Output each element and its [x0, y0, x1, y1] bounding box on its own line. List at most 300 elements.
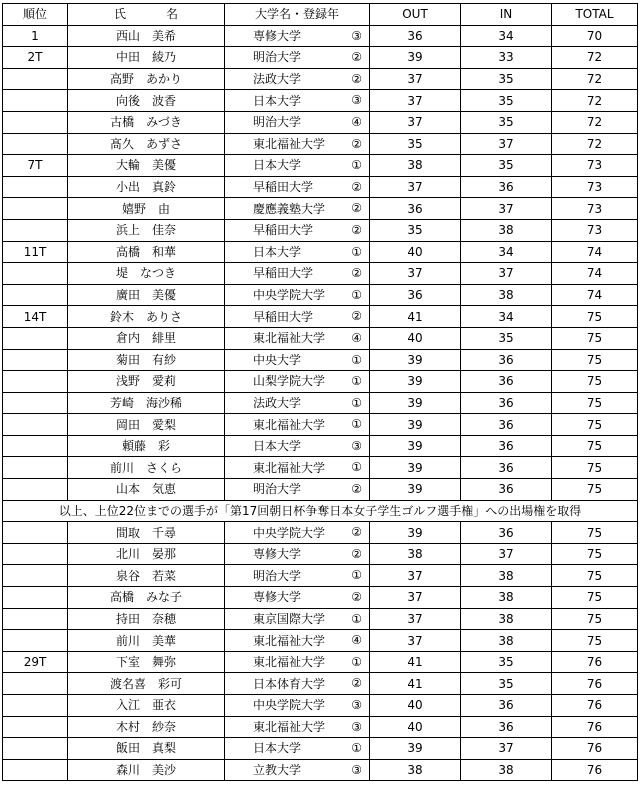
in-score: 33	[461, 47, 552, 69]
total-score: 76	[552, 651, 638, 673]
total-score: 75	[552, 543, 638, 565]
rank-cell	[3, 219, 68, 241]
table-row	[3, 327, 638, 349]
in-score: 36	[461, 695, 552, 717]
in-score: 36	[461, 349, 552, 371]
in-score: 36	[461, 392, 552, 414]
total-score: 75	[552, 522, 638, 544]
out-score: 40	[370, 327, 461, 349]
total-score: 75	[552, 371, 638, 393]
table-row	[3, 111, 638, 133]
rank-cell: 7T	[3, 155, 68, 177]
table-row	[3, 371, 638, 393]
player-name: 泉谷 若菜	[68, 565, 225, 587]
in-score: 34	[461, 25, 552, 47]
table-row	[3, 306, 638, 328]
out-score: 37	[370, 263, 461, 285]
player-name: 岡田 愛梨	[68, 414, 225, 436]
registration-year: ①	[351, 568, 362, 583]
table-row	[3, 133, 638, 155]
out-score: 39	[370, 414, 461, 436]
table-row	[3, 630, 638, 652]
university-name: 東北福祉大学	[253, 655, 326, 670]
out-score: 36	[370, 284, 461, 306]
registration-year: ③	[351, 719, 362, 734]
registration-year: ①	[351, 395, 362, 410]
university-cell	[225, 587, 370, 609]
university-name: 日本大学	[253, 244, 302, 259]
qualification-note: 以上、上位22位までの選手が「第17回朝日杯争奪日本女子学生ゴルフ選手権」への出場権を取得	[3, 500, 638, 522]
table-row	[3, 522, 638, 544]
registration-year: ②	[351, 201, 362, 216]
table-row	[3, 219, 638, 241]
registration-year: ④	[351, 330, 362, 345]
out-score: 35	[370, 133, 461, 155]
player-name: 前川 美華	[68, 630, 225, 652]
header-name	[68, 4, 225, 26]
player-name: 高橋 和華	[68, 241, 225, 263]
university-name: 日本体育大学	[253, 676, 326, 691]
total-score: 75	[552, 608, 638, 630]
university-name: 早稲田大学	[253, 266, 314, 281]
in-score: 38	[461, 565, 552, 587]
in-score: 38	[461, 587, 552, 609]
header-name-b: 名	[166, 7, 179, 22]
university-cell	[225, 241, 370, 263]
table-row	[3, 587, 638, 609]
total-score: 75	[552, 414, 638, 436]
university-name: 東北福祉大学	[253, 719, 326, 734]
university-name: 早稲田大学	[253, 223, 314, 238]
header-in: IN	[461, 4, 552, 26]
university-cell	[225, 198, 370, 220]
out-score: 37	[370, 111, 461, 133]
rank-cell	[3, 284, 68, 306]
out-score: 39	[370, 47, 461, 69]
rank-cell	[3, 90, 68, 112]
player-name: 浅野 愛莉	[68, 371, 225, 393]
out-score: 38	[370, 759, 461, 781]
in-score: 36	[461, 522, 552, 544]
out-score: 41	[370, 651, 461, 673]
university-cell	[225, 435, 370, 457]
in-score: 36	[461, 414, 552, 436]
university-cell	[225, 284, 370, 306]
table-row	[3, 738, 638, 760]
university-name: 専修大学	[253, 547, 302, 562]
university-name: 日本大学	[253, 741, 302, 756]
university-cell	[225, 349, 370, 371]
rank-cell	[3, 759, 68, 781]
in-score: 38	[461, 219, 552, 241]
in-score: 34	[461, 241, 552, 263]
table-row	[3, 241, 638, 263]
registration-year: ②	[351, 590, 362, 605]
total-score: 73	[552, 155, 638, 177]
university-cell	[225, 392, 370, 414]
in-score: 36	[461, 176, 552, 198]
university-name: 明治大学	[253, 115, 302, 130]
in-score: 35	[461, 68, 552, 90]
table-row	[3, 608, 638, 630]
in-score: 37	[461, 198, 552, 220]
registration-year: ①	[351, 741, 362, 756]
rank-cell	[3, 371, 68, 393]
total-score: 72	[552, 133, 638, 155]
registration-year: ①	[351, 158, 362, 173]
table-row	[3, 479, 638, 501]
table-row	[3, 414, 638, 436]
in-score: 35	[461, 651, 552, 673]
total-score: 76	[552, 716, 638, 738]
university-name: 中央学院大学	[253, 698, 326, 713]
university-name: 法政大学	[253, 395, 302, 410]
out-score: 40	[370, 241, 461, 263]
table-row	[3, 90, 638, 112]
out-score: 37	[370, 630, 461, 652]
university-cell	[225, 673, 370, 695]
table-row	[3, 68, 638, 90]
out-score: 38	[370, 543, 461, 565]
registration-year: ①	[351, 654, 362, 669]
table-row	[3, 565, 638, 587]
player-name: 古橋 みづき	[68, 111, 225, 133]
player-name: 浜上 佳奈	[68, 219, 225, 241]
rank-cell	[3, 565, 68, 587]
out-score: 36	[370, 198, 461, 220]
player-name: 頼藤 彩	[68, 435, 225, 457]
player-name: 間取 千尋	[68, 522, 225, 544]
registration-year: ③	[351, 93, 362, 108]
header-out: OUT	[370, 4, 461, 26]
out-score: 35	[370, 219, 461, 241]
header-rank: 順位	[3, 4, 68, 26]
player-name: 堤 なつき	[68, 263, 225, 285]
out-score: 37	[370, 565, 461, 587]
rank-cell: 1	[3, 25, 68, 47]
out-score: 40	[370, 716, 461, 738]
university-cell	[225, 695, 370, 717]
player-name: 持田 奈穂	[68, 608, 225, 630]
player-name: 高野 あかり	[68, 68, 225, 90]
university-name: 日本大学	[253, 158, 302, 173]
university-cell	[225, 371, 370, 393]
in-score: 38	[461, 630, 552, 652]
registration-year: ④	[351, 633, 362, 648]
player-name: 芳崎 海沙稀	[68, 392, 225, 414]
total-score: 73	[552, 198, 638, 220]
in-score: 38	[461, 284, 552, 306]
university-name: 日本大学	[253, 439, 302, 454]
total-score: 72	[552, 68, 638, 90]
table-row	[3, 695, 638, 717]
registration-year: ②	[351, 525, 362, 540]
player-name: 下室 舞弥	[68, 651, 225, 673]
university-name: 専修大学	[253, 28, 302, 43]
total-score: 76	[552, 759, 638, 781]
total-score: 72	[552, 47, 638, 69]
university-cell	[225, 68, 370, 90]
table-row	[3, 47, 638, 69]
registration-year: ①	[351, 352, 362, 367]
table-row	[3, 759, 638, 781]
registration-year: ②	[351, 482, 362, 497]
total-score: 76	[552, 695, 638, 717]
university-cell	[225, 219, 370, 241]
header-name-a: 氏	[113, 7, 126, 22]
results-table	[2, 3, 638, 781]
university-name: 山梨学院大学	[253, 374, 326, 389]
rank-cell: 11T	[3, 241, 68, 263]
university-cell	[225, 479, 370, 501]
registration-year: ②	[351, 136, 362, 151]
out-score: 39	[370, 738, 461, 760]
table-row	[3, 349, 638, 371]
total-score: 75	[552, 630, 638, 652]
table-row	[3, 435, 638, 457]
out-score: 39	[370, 479, 461, 501]
player-name: 嬉野 由	[68, 198, 225, 220]
total-score: 75	[552, 457, 638, 479]
rank-cell	[3, 414, 68, 436]
university-name: 法政大学	[253, 72, 302, 87]
rank-cell	[3, 738, 68, 760]
university-name: 東北福祉大学	[253, 417, 326, 432]
university-name: 早稲田大学	[253, 180, 314, 195]
out-score: 36	[370, 25, 461, 47]
university-cell	[225, 565, 370, 587]
rank-cell	[3, 349, 68, 371]
total-score: 73	[552, 219, 638, 241]
table-row	[3, 543, 638, 565]
rows-top	[3, 25, 638, 500]
total-score: 72	[552, 111, 638, 133]
university-name: 東北福祉大学	[253, 633, 326, 648]
registration-year: ①	[351, 244, 362, 259]
university-name: 明治大学	[253, 482, 302, 497]
rank-cell	[3, 695, 68, 717]
player-name: 鈴木 ありさ	[68, 306, 225, 328]
registration-year: ②	[351, 179, 362, 194]
player-name: 北川 晏那	[68, 543, 225, 565]
out-score: 37	[370, 90, 461, 112]
total-score: 75	[552, 306, 638, 328]
rank-cell	[3, 263, 68, 285]
university-name: 早稲田大学	[253, 309, 314, 324]
in-score: 38	[461, 759, 552, 781]
registration-year: ①	[351, 417, 362, 432]
table-row	[3, 263, 638, 285]
table-row	[3, 155, 638, 177]
player-name: 山本 気恵	[68, 479, 225, 501]
university-name: 中央大学	[253, 352, 302, 367]
out-score: 37	[370, 608, 461, 630]
university-cell	[225, 651, 370, 673]
rank-cell: 29T	[3, 651, 68, 673]
rows-bottom	[3, 522, 638, 781]
university-name: 立教大学	[253, 763, 302, 778]
player-name: 飯田 真梨	[68, 738, 225, 760]
total-score: 75	[552, 392, 638, 414]
university-cell	[225, 457, 370, 479]
rank-cell	[3, 198, 68, 220]
registration-year: ④	[351, 114, 362, 129]
player-name: 向後 波香	[68, 90, 225, 112]
in-score: 36	[461, 479, 552, 501]
rank-cell	[3, 479, 68, 501]
out-score: 41	[370, 673, 461, 695]
out-score: 37	[370, 176, 461, 198]
out-score: 39	[370, 522, 461, 544]
in-score: 36	[461, 371, 552, 393]
out-score: 37	[370, 587, 461, 609]
in-score: 38	[461, 608, 552, 630]
table-row	[3, 651, 638, 673]
out-score: 39	[370, 457, 461, 479]
university-cell	[225, 327, 370, 349]
university-cell	[225, 414, 370, 436]
in-score: 35	[461, 327, 552, 349]
university-cell	[225, 608, 370, 630]
registration-year: ③	[351, 762, 362, 777]
registration-year: ②	[351, 222, 362, 237]
rank-cell	[3, 392, 68, 414]
table-row	[3, 176, 638, 198]
university-cell	[225, 47, 370, 69]
registration-year: ③	[351, 28, 362, 43]
player-name: 大輪 美優	[68, 155, 225, 177]
rank-cell: 2T	[3, 47, 68, 69]
in-score: 36	[461, 435, 552, 457]
in-score: 37	[461, 738, 552, 760]
university-cell	[225, 133, 370, 155]
total-score: 76	[552, 673, 638, 695]
total-score: 73	[552, 176, 638, 198]
total-score: 70	[552, 25, 638, 47]
university-name: 慶應義塾大学	[253, 201, 326, 216]
note-row	[3, 500, 638, 522]
table-row	[3, 673, 638, 695]
player-name: 入江 亜衣	[68, 695, 225, 717]
rank-cell	[3, 133, 68, 155]
rank-cell	[3, 176, 68, 198]
total-score: 74	[552, 241, 638, 263]
registration-year: ①	[351, 374, 362, 389]
rank-cell	[3, 457, 68, 479]
university-cell	[225, 630, 370, 652]
player-name: 前川 さくら	[68, 457, 225, 479]
table-row	[3, 198, 638, 220]
registration-year: ③	[351, 698, 362, 712]
registration-year: ②	[351, 309, 362, 324]
player-name: 中田 綾乃	[68, 47, 225, 69]
out-score: 39	[370, 392, 461, 414]
rank-cell	[3, 673, 68, 695]
rank-cell	[3, 435, 68, 457]
out-score: 39	[370, 371, 461, 393]
in-score: 35	[461, 90, 552, 112]
player-name: 西山 美希	[68, 25, 225, 47]
rank-cell: 14T	[3, 306, 68, 328]
out-score: 38	[370, 155, 461, 177]
header-row	[3, 4, 638, 26]
out-score: 39	[370, 349, 461, 371]
rank-cell	[3, 608, 68, 630]
player-name: 小出 真鈴	[68, 176, 225, 198]
player-name: 菊田 有紗	[68, 349, 225, 371]
registration-year: ①	[351, 611, 362, 626]
in-score: 37	[461, 543, 552, 565]
university-cell	[225, 543, 370, 565]
rank-cell	[3, 111, 68, 133]
total-score: 75	[552, 327, 638, 349]
university-cell	[225, 716, 370, 738]
university-cell	[225, 176, 370, 198]
total-score: 75	[552, 587, 638, 609]
table-row	[3, 25, 638, 47]
table-row	[3, 284, 638, 306]
university-name: 中央学院大学	[253, 525, 326, 540]
player-name: 髙久 あずさ	[68, 133, 225, 155]
header-university: 大学名・登録年	[225, 4, 370, 26]
in-score: 35	[461, 155, 552, 177]
out-score: 40	[370, 695, 461, 717]
player-name: 森川 美沙	[68, 759, 225, 781]
in-score: 36	[461, 457, 552, 479]
total-score: 74	[552, 284, 638, 306]
out-score: 37	[370, 68, 461, 90]
player-name: 倉内 緋里	[68, 327, 225, 349]
rank-cell	[3, 522, 68, 544]
total-score: 75	[552, 479, 638, 501]
player-name: 木村 紗奈	[68, 716, 225, 738]
university-name: 東北福祉大学	[253, 460, 326, 475]
out-score: 39	[370, 435, 461, 457]
total-score: 75	[552, 435, 638, 457]
university-cell	[225, 738, 370, 760]
registration-year: ②	[351, 50, 362, 65]
university-name: 中央学院大学	[253, 288, 326, 303]
table-row	[3, 716, 638, 738]
university-cell	[225, 759, 370, 781]
university-name: 明治大学	[253, 568, 302, 583]
university-name: 東北福祉大学	[253, 331, 326, 346]
table-row	[3, 392, 638, 414]
university-name: 東京国際大学	[253, 611, 326, 626]
university-cell	[225, 25, 370, 47]
in-score: 37	[461, 133, 552, 155]
university-cell	[225, 155, 370, 177]
in-score: 35	[461, 111, 552, 133]
total-score: 75	[552, 349, 638, 371]
rank-cell	[3, 68, 68, 90]
player-name: 廣田 美優	[68, 284, 225, 306]
player-name: 渡名喜 彩可	[68, 673, 225, 695]
university-cell	[225, 111, 370, 133]
out-score: 41	[370, 306, 461, 328]
rank-cell	[3, 543, 68, 565]
university-cell	[225, 263, 370, 285]
university-cell	[225, 522, 370, 544]
registration-year: ①	[351, 460, 362, 475]
in-score: 37	[461, 263, 552, 285]
in-score: 35	[461, 673, 552, 695]
total-score: 74	[552, 263, 638, 285]
university-name: 明治大学	[253, 50, 302, 65]
registration-year: ①	[351, 287, 362, 302]
total-score: 76	[552, 738, 638, 760]
rank-cell	[3, 630, 68, 652]
